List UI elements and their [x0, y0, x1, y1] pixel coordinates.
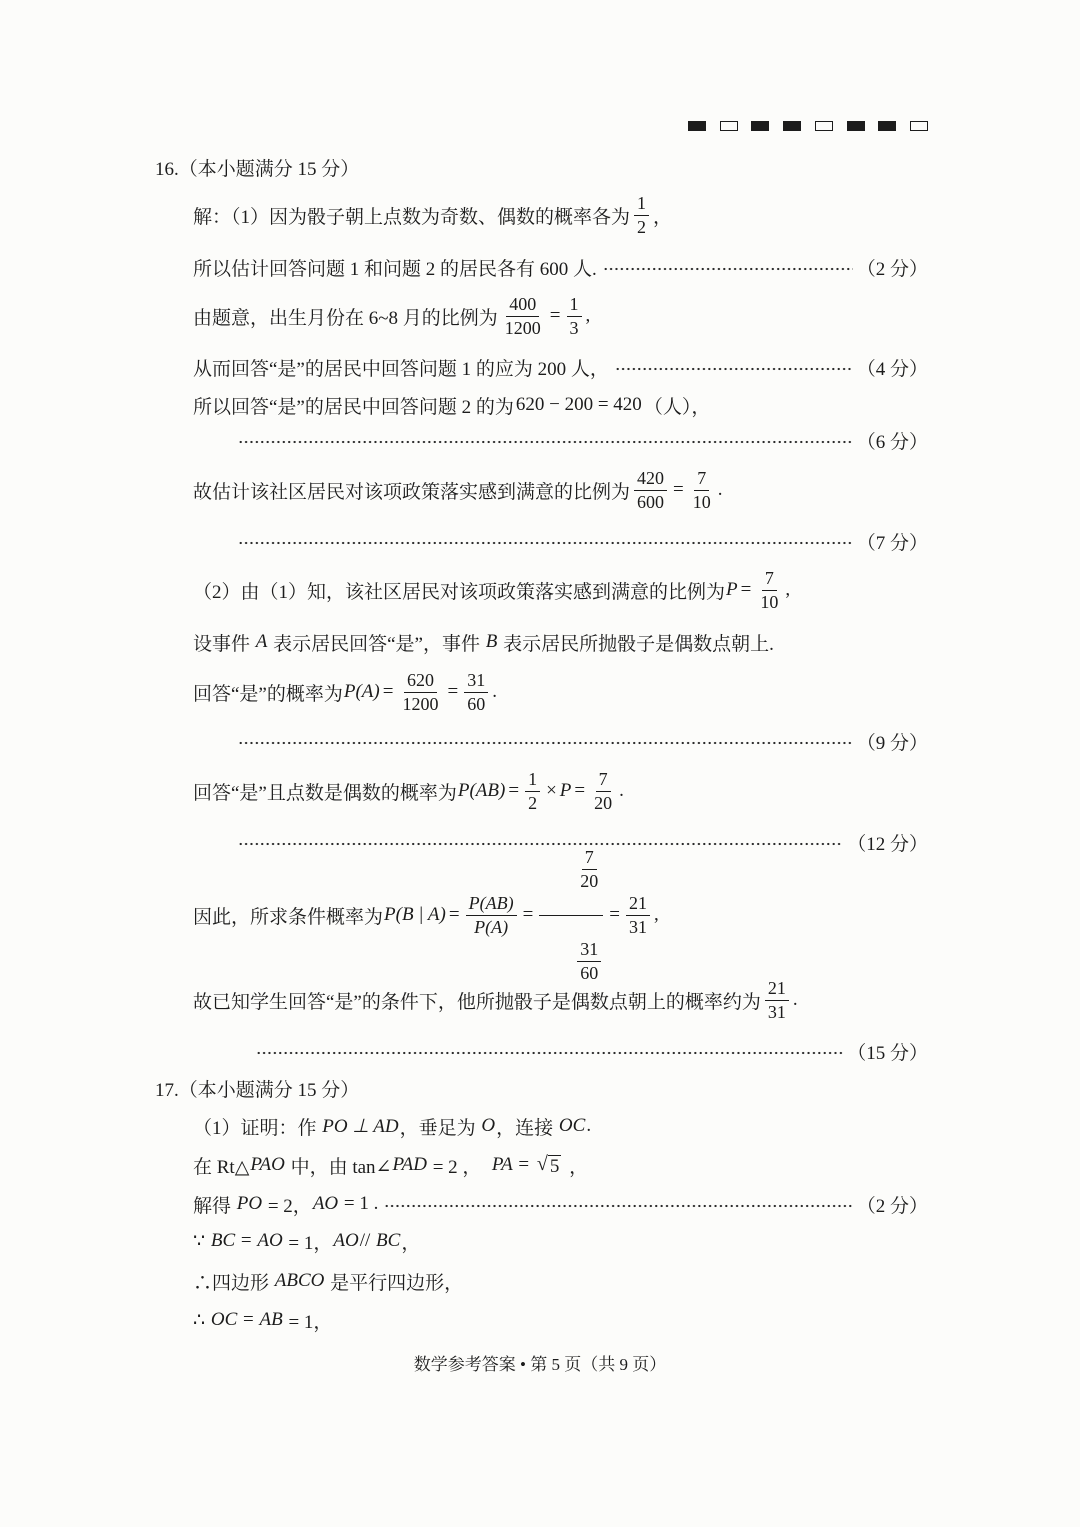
math-expression: P(B | A): [384, 904, 446, 925]
line-tail: .: [492, 681, 497, 702]
line-text: = 1 .: [339, 1193, 379, 1214]
fraction: [765, 978, 789, 1023]
fraction-numerator: 1: [567, 294, 582, 317]
times-sign: ×: [546, 780, 557, 801]
fraction: [464, 670, 488, 715]
dotted-leader: [238, 741, 853, 745]
equals-sign: =: [448, 904, 460, 925]
line-tail: ,: [654, 904, 659, 925]
line-text: 是平行四边形，: [325, 1272, 464, 1294]
score-label: （6 分）: [856, 431, 928, 453]
equals-sign: =: [673, 479, 684, 500]
line-text: 回答“是”且点数是偶数的概率为: [193, 782, 457, 804]
fraction-denominator: 10: [760, 591, 779, 612]
line-tail: ,: [785, 579, 791, 600]
line-tail: ，: [653, 206, 673, 228]
line-tail: .: [586, 1115, 592, 1136]
equals-sign: =: [740, 579, 752, 600]
math-variable: A: [255, 631, 268, 652]
fraction-denominator: 31: [629, 916, 648, 937]
dotted-leader: [384, 1204, 852, 1208]
dotted-leader: [256, 1051, 843, 1055]
line-text: 从而回答“是”的居民中回答问题 1 的应为 200 人，: [193, 358, 609, 380]
header-mark: [783, 121, 801, 131]
line-text: 设事件: [193, 633, 255, 655]
header-mark: [847, 121, 865, 131]
fraction-denominator: 2: [637, 216, 647, 237]
fraction-numerator: 21: [765, 978, 789, 1001]
fraction-numerator: 620: [404, 670, 437, 693]
header-mark: [910, 121, 928, 131]
fraction: [577, 847, 601, 892]
header-mark: [720, 121, 738, 131]
math-variable: PA: [491, 1154, 513, 1175]
fraction-denominator: 60: [467, 693, 486, 714]
fraction-numerator: 21: [626, 893, 650, 916]
line-tail: .: [792, 989, 798, 1010]
fraction-numerator: 31: [464, 670, 488, 693]
line-text: //: [359, 1230, 376, 1251]
equals-sign: =: [508, 780, 520, 801]
fraction-numerator: 7: [762, 568, 777, 591]
line-text: 在 Rt△: [193, 1156, 250, 1178]
fraction-numerator: 31: [577, 939, 601, 962]
math-variable: BC: [210, 1230, 236, 1251]
header-mark: [815, 121, 833, 131]
fraction: [690, 468, 714, 513]
fraction: [634, 193, 649, 238]
line-text: = 2，: [263, 1195, 312, 1217]
score-label: （2 分）: [856, 1195, 928, 1217]
line-text: = 1，: [283, 1232, 333, 1254]
fraction-numerator: 1: [525, 769, 540, 792]
q16-conditional-prob: [193, 846, 928, 983]
q16-part-2-line: [193, 560, 928, 620]
fraction: [466, 893, 517, 938]
dotted-leader: [615, 367, 853, 371]
fraction: [626, 893, 650, 938]
line-tail: ,: [585, 305, 591, 326]
math-variable: AO: [257, 1230, 283, 1251]
line-tail: = 1，: [283, 1311, 333, 1333]
fraction-numerator: 7: [596, 769, 611, 792]
fraction-denominator: 1200: [504, 317, 541, 338]
fraction-denominator: 20: [580, 870, 599, 891]
score-label: （15 分）: [847, 1042, 928, 1064]
line-text: 表示居民回答“是”，事件: [268, 633, 485, 655]
score-label: （2 分）: [856, 258, 928, 280]
line-text: =: [513, 1154, 534, 1175]
equals-sign: =: [447, 681, 459, 702]
question-title: 17.（本小题满分 15 分）: [155, 1079, 360, 1101]
math-variable: P: [726, 579, 738, 600]
math-variable: PAD: [392, 1154, 427, 1175]
line-text: =: [236, 1230, 257, 1251]
line-text: ，垂足为: [399, 1117, 481, 1139]
fraction-numerator: 400: [506, 294, 539, 317]
fraction: [567, 294, 582, 339]
line-text: 所以估计回答问题 1 和问题 2 的居民各有 600 人.: [193, 258, 597, 280]
header-mark: [751, 121, 769, 131]
fraction: [591, 769, 615, 814]
line-text: 因此，所求条件概率为: [193, 906, 384, 928]
fraction-numerator: P(AB): [466, 893, 517, 916]
line-text: ∵: [193, 1230, 210, 1252]
line-tail: .: [717, 479, 723, 500]
line-text: （2）由（1）知，该社区居民对该项政策落实感到满意的比例为: [193, 581, 726, 603]
equals-sign: =: [609, 904, 621, 925]
math-variable: O: [481, 1115, 496, 1136]
line-text: 故已知学生回答“是”的条件下，他所抛骰子是偶数点朝上的概率约为: [193, 991, 761, 1013]
line-text: ∴: [193, 1309, 210, 1331]
fraction: [399, 670, 441, 715]
fraction-numerator: 7: [582, 847, 597, 870]
question-title: 16.（本小题满分 15 分）: [155, 158, 360, 180]
equals-sign: =: [549, 305, 561, 326]
fraction: [634, 468, 667, 513]
math-variable: OC: [210, 1309, 238, 1330]
page-footer: 数学参考答案 • 第 5 页（共 9 页）: [413, 1354, 667, 1374]
math-variable: P: [559, 780, 572, 801]
line-text: =: [238, 1309, 259, 1330]
math-expression: P(A): [343, 681, 380, 702]
line-tail: .: [619, 780, 624, 801]
radical-argument: 5: [549, 1155, 560, 1177]
score-label: （9 分）: [856, 732, 928, 754]
line-text: = 2 ，: [427, 1156, 491, 1178]
line-text: 回答“是”的概率为: [193, 683, 343, 705]
line-tail: （人），: [643, 396, 711, 418]
line-text: 中，由 tan∠: [285, 1156, 392, 1178]
line-tail: ，: [564, 1156, 589, 1178]
header-mark: [688, 121, 706, 131]
line-text: 故估计该社区居民对该项政策落实感到满意的比例为: [193, 481, 631, 503]
dotted-leader: [603, 267, 853, 271]
line-text: 表示居民所抛骰子是偶数点朝上.: [498, 633, 774, 655]
line-text: 由题意，出生月份在 6~8 月的比例为: [193, 307, 498, 329]
line-text: ，连接: [496, 1117, 558, 1139]
score-label: （7 分）: [856, 532, 928, 554]
dotted-leader: [238, 440, 853, 444]
dotted-leader: [238, 541, 853, 545]
fraction-denominator: 31: [767, 1001, 786, 1022]
math-variable: BC: [376, 1230, 401, 1251]
line-text: 解得: [193, 1195, 236, 1217]
fraction: [502, 294, 544, 339]
equals-sign: =: [574, 780, 586, 801]
fraction-denominator: 10: [692, 491, 711, 512]
q16-line-1: [193, 185, 928, 245]
math-variable: PO: [236, 1193, 263, 1214]
math-variable: AO: [333, 1230, 359, 1251]
complex-fraction-numerator: [539, 826, 603, 916]
line-text: 所以回答“是”的居民中回答问题 2 的为: [193, 396, 514, 418]
math-variable: PAO: [250, 1154, 285, 1175]
fraction-denominator: P(A): [474, 916, 509, 937]
line-tail: ，: [401, 1232, 421, 1254]
fraction-numerator: 7: [694, 468, 709, 491]
score-label: （12 分）: [847, 833, 928, 855]
math-variable: ABCO: [274, 1270, 325, 1291]
equals-sign: =: [382, 681, 394, 702]
math-variable: B: [485, 631, 498, 652]
fraction-denominator: 600: [637, 491, 665, 512]
fraction-denominator: 20: [594, 792, 613, 813]
line-text: 解：（1）因为骰子朝上点数为奇数、偶数的概率各为: [193, 206, 631, 228]
math-expression: PO ⊥ AD: [322, 1115, 399, 1137]
math-expression: 620 − 200 = 420: [515, 394, 642, 415]
equals-sign: =: [522, 904, 534, 925]
fraction: [525, 769, 540, 814]
math-variable: AO: [312, 1193, 339, 1214]
fraction-denominator: 2: [528, 792, 538, 813]
math-variable: AB: [259, 1309, 283, 1330]
fraction: [757, 568, 781, 613]
line-text: ∴四边形: [193, 1272, 274, 1294]
fraction-numerator: 420: [634, 468, 667, 491]
radical-sign: √: [536, 1152, 548, 1175]
fraction-denominator: 60: [580, 962, 599, 983]
fraction-denominator: 3: [569, 317, 579, 338]
math-variable: OC: [558, 1115, 586, 1136]
score-label: （4 分）: [856, 358, 928, 380]
header-marks: [688, 121, 928, 133]
fraction-denominator: 1200: [402, 693, 439, 714]
header-mark: [878, 121, 896, 131]
fraction-numerator: 1: [634, 193, 649, 216]
math-expression: P(AB): [457, 780, 506, 801]
line-text: （1）证明：作: [193, 1117, 322, 1139]
